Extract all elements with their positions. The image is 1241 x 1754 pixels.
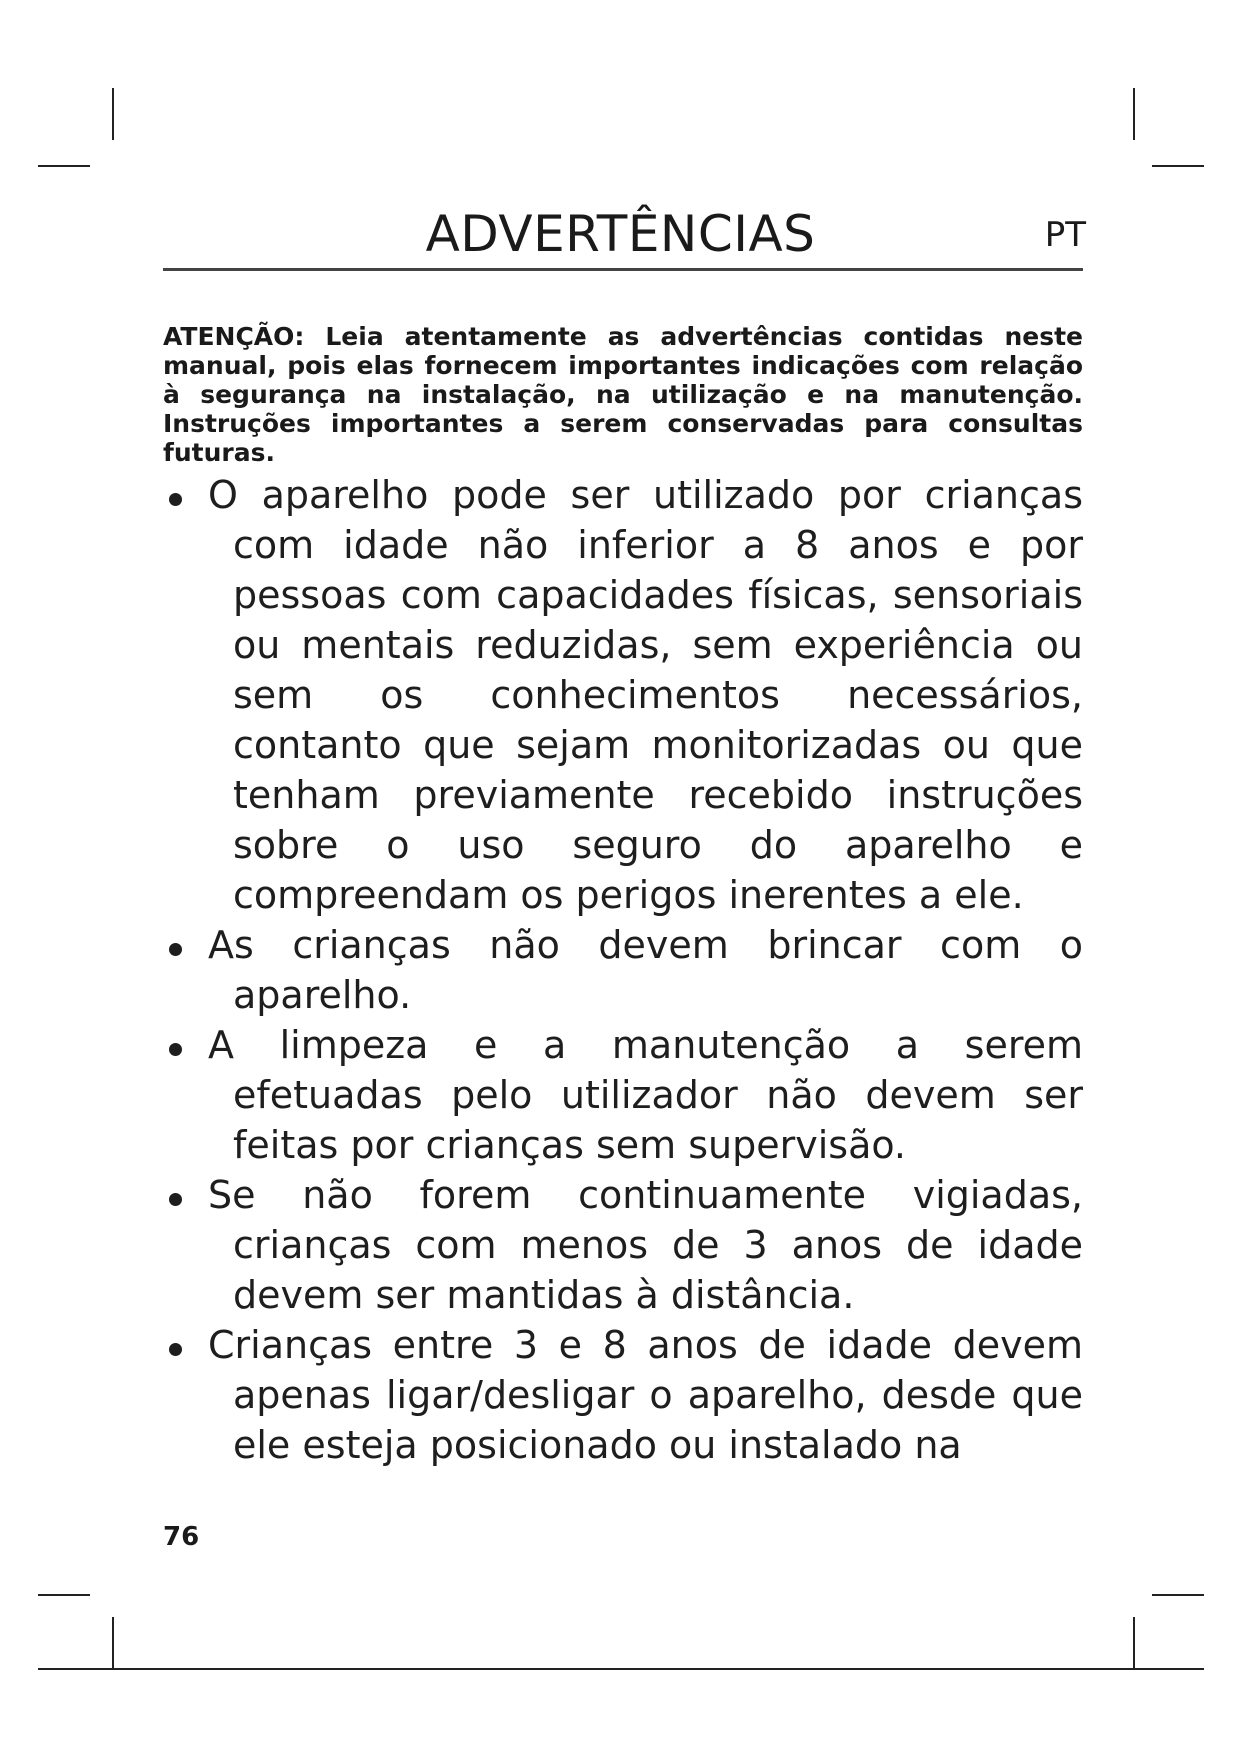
warning-paragraph — [163, 322, 1083, 467]
language-code: PT — [1044, 215, 1086, 255]
bottom-trim-line — [38, 1668, 1204, 1670]
crop-mark — [1152, 1594, 1204, 1596]
bullet-icon — [169, 493, 182, 506]
bullet-icon — [169, 1343, 182, 1356]
page-title: ADVERTÊNCIAS — [425, 205, 816, 263]
list-item-text: Crianças entre 3 e 8 anos de idade devem apenas ligar/desligar o aparelho, desde que ele esteja posicionado ou instalado na — [208, 1323, 1083, 1467]
list-item-text: A limpeza e a manutenção a serem efetuadas pelo utilizador não devem ser feitas por crianças sem supervisão. — [208, 1023, 1083, 1167]
bullet-icon — [169, 1043, 182, 1056]
list-item — [163, 1020, 1083, 1170]
list-item — [163, 470, 1083, 920]
safety-list — [163, 470, 1083, 1470]
bullet-icon — [169, 943, 182, 956]
crop-mark — [38, 1594, 90, 1596]
list-item-text: Se não forem continuamente vigiadas, crianças com menos de 3 anos de idade devem ser mantidas à distância. — [208, 1173, 1083, 1317]
warning-label: ATENÇÃO: — [163, 322, 305, 351]
bullet-icon — [169, 1193, 182, 1206]
warning-text: Leia atentamente as advertências contidas neste manual, pois elas fornecem importantes indicações com relação à segurança na instalação, na utilização e na manutenção. Instruções importantes a serem conservadas para consultas futuras. — [163, 322, 1083, 467]
list-item-text: O aparelho pode ser utilizado por crianças com idade não inferior a 8 anos e por pessoas com capacidades físicas, sensoriais ou mentais reduzidas, sem experiência ou sem os conhecimentos necessários, contanto que sejam monitorizadas ou que tenham previamente recebido instruções sobre o uso seguro do aparelho e compreendam os perigos inerentes a ele. — [208, 473, 1083, 917]
list-item-text: As crianças não devem brincar com o aparelho. — [208, 923, 1083, 1017]
crop-mark — [1133, 88, 1135, 140]
list-item — [163, 1170, 1083, 1320]
crop-mark — [112, 1617, 114, 1669]
page-number: 76 — [163, 1522, 200, 1552]
list-item — [163, 1320, 1083, 1470]
header-divider — [163, 268, 1083, 271]
crop-mark — [1152, 165, 1204, 167]
crop-mark — [38, 165, 90, 167]
crop-mark — [1133, 1617, 1135, 1669]
list-item — [163, 920, 1083, 1020]
crop-mark — [112, 88, 114, 140]
